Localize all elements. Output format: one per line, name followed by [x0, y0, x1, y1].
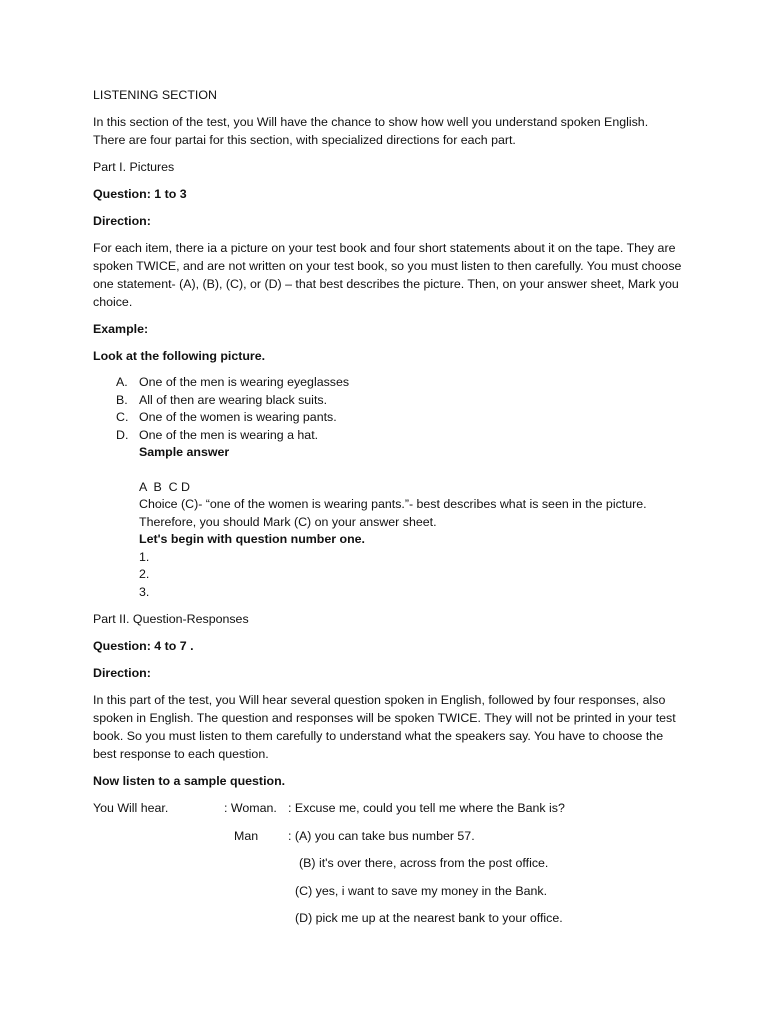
option-list	[93, 374, 683, 444]
dialogue-woman-row	[93, 799, 683, 817]
response-row	[93, 854, 683, 872]
choice-explanation: Choice (C)- “one of the women is wearing pants.”- best describes what is seen in the picture.	[139, 497, 647, 511]
document-page	[93, 86, 683, 937]
you-will-hear-label: You Will hear.	[93, 801, 169, 815]
part2-title: Part II. Question-Responses	[93, 612, 249, 626]
response-b: (B) it's over there, across from the post office.	[299, 856, 549, 870]
response-row	[93, 882, 683, 900]
choice-instruction: Therefore, you should Mark (C) on your answer sheet.	[139, 514, 437, 529]
option-letter: C.	[116, 410, 129, 424]
part2-direction-text: In this part of the test, you Will hear several question spoken in English, followed by four responses, also spoken in English. The question and responses will be spoken TWICE. They will not be printed in your test book. So you must listen to them carefully to understand what the speakers say. You have to choose the best response to each question.	[93, 693, 676, 761]
question-number: 2.	[139, 567, 150, 581]
part1-direction-text: For each item, there ia a picture on your test book and four short statements about it on the tape. They are spoken TWICE, and are not written on your test book, so you must listen to then carefully. You must choose one statement- (A), (B), (C), or (D) – that best describes the picture. Then, on your answer sheet, Mark you choice.	[93, 241, 682, 309]
response-c: (C) yes, i want to save my money in the Bank.	[295, 883, 548, 898]
part1-question-range: Question: 1 to 3	[93, 187, 187, 201]
intro-paragraph: In this section of the test, you Will have the chance to show how well you understand spoken English. There are four partai for this section, with specialized directions for each part.	[93, 115, 649, 147]
man-label: Man	[234, 828, 259, 843]
response-row	[93, 909, 683, 927]
dialogue-man-row	[93, 827, 683, 845]
option-letter: A.	[116, 375, 128, 389]
part1-direction-label: Direction:	[93, 214, 151, 228]
response-d: (D) pick me up at the nearest bank to your office.	[295, 911, 563, 925]
option-text: One of the men is wearing eyeglasses	[139, 375, 350, 389]
option-item	[93, 409, 683, 427]
part2-direction-label: Direction:	[93, 666, 151, 680]
part1-title: Part I. Pictures	[93, 160, 175, 174]
option-letter: D.	[116, 427, 129, 442]
answer-letters: A B C D	[139, 479, 190, 494]
response-a: : (A) you can take bus number 57.	[288, 828, 475, 843]
sample-question-label: Now listen to a sample question.	[93, 774, 286, 788]
question-number: 3.	[139, 584, 150, 599]
woman-line: : Excuse me, could you tell me where the Bank is?	[288, 801, 565, 815]
option-text: One of the men is wearing a hat.	[139, 427, 319, 442]
look-instruction: Look at the following picture.	[93, 349, 266, 363]
question-number: 1.	[139, 549, 150, 564]
option-letter: B.	[116, 392, 128, 407]
begin-text: Let's begin with question number one.	[139, 532, 365, 546]
part2-question-range: Question: 4 to 7 .	[93, 639, 194, 653]
option-item	[93, 392, 683, 410]
sample-answer-label: Sample answer	[139, 445, 230, 459]
section-title: LISTENING SECTION	[93, 88, 217, 102]
example-label: Example:	[93, 322, 149, 336]
option-text: All of then are wearing black suits.	[139, 392, 328, 407]
option-text: One of the women is wearing pants.	[139, 410, 337, 424]
option-item	[93, 427, 683, 445]
option-item	[93, 374, 683, 392]
woman-label: : Woman.	[224, 801, 277, 815]
